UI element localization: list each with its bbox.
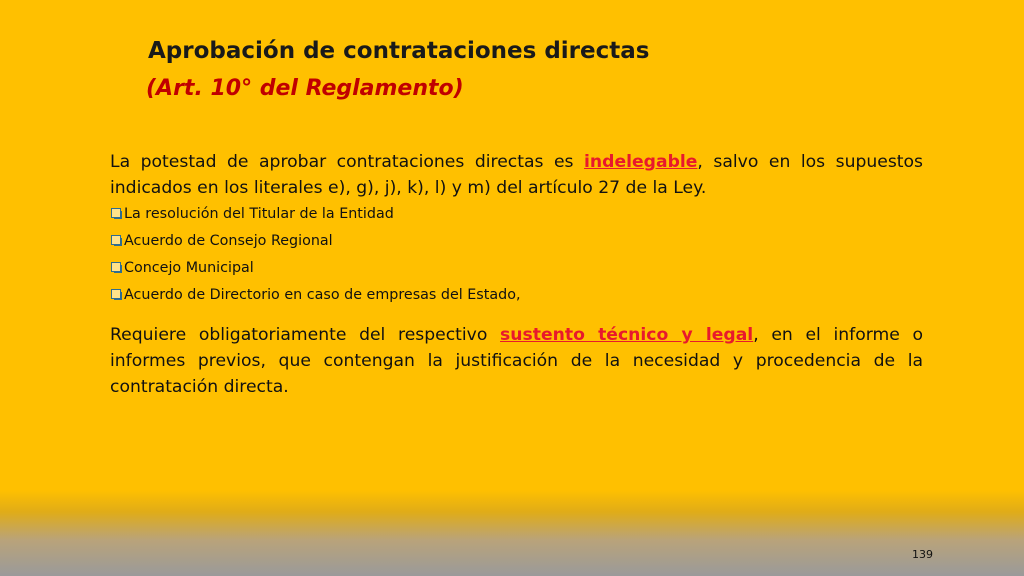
checkbox-square-icon	[111, 262, 122, 273]
bullet-list	[111, 204, 521, 312]
paragraph-text: La potestad de aprobar contrataciones directas es	[110, 152, 585, 172]
highlight-indelegable: indelegable	[584, 152, 698, 172]
paragraph-requirement	[110, 322, 923, 400]
paragraph-delegation	[110, 149, 923, 201]
page-number: 139	[912, 548, 933, 561]
slide-subtitle: (Art. 10° del Reglamento)	[146, 76, 464, 101]
list-item	[111, 204, 521, 231]
list-item-text: La resolución del Titular de la Entidad	[124, 206, 394, 222]
list-item	[111, 231, 521, 258]
checkbox-square-icon	[111, 208, 122, 219]
list-item	[111, 285, 521, 312]
checkbox-square-icon	[111, 235, 122, 246]
paragraph-text: , salvo en los supuestos indicados en los literales e), g), j), k), l) y m) del artículo 27 de la Ley.	[110, 152, 924, 198]
list-item-text: Concejo Municipal	[124, 260, 254, 276]
list-item	[111, 258, 521, 285]
list-item-text: Acuerdo de Consejo Regional	[124, 233, 333, 249]
checkbox-square-icon	[111, 289, 122, 300]
paragraph-text: Requiere obligatoriamente del respectivo	[110, 325, 501, 345]
list-item-text: Acuerdo de Directorio en caso de empresas del Estado,	[124, 287, 521, 303]
paragraph-text: , en el informe o informes previos, que contengan la justificación de la necesidad y procedencia de la contratación directa.	[110, 325, 924, 397]
highlight-sustento: sustento técnico y legal	[500, 325, 754, 345]
slide-title: Aprobación de contrataciones directas	[148, 38, 650, 64]
